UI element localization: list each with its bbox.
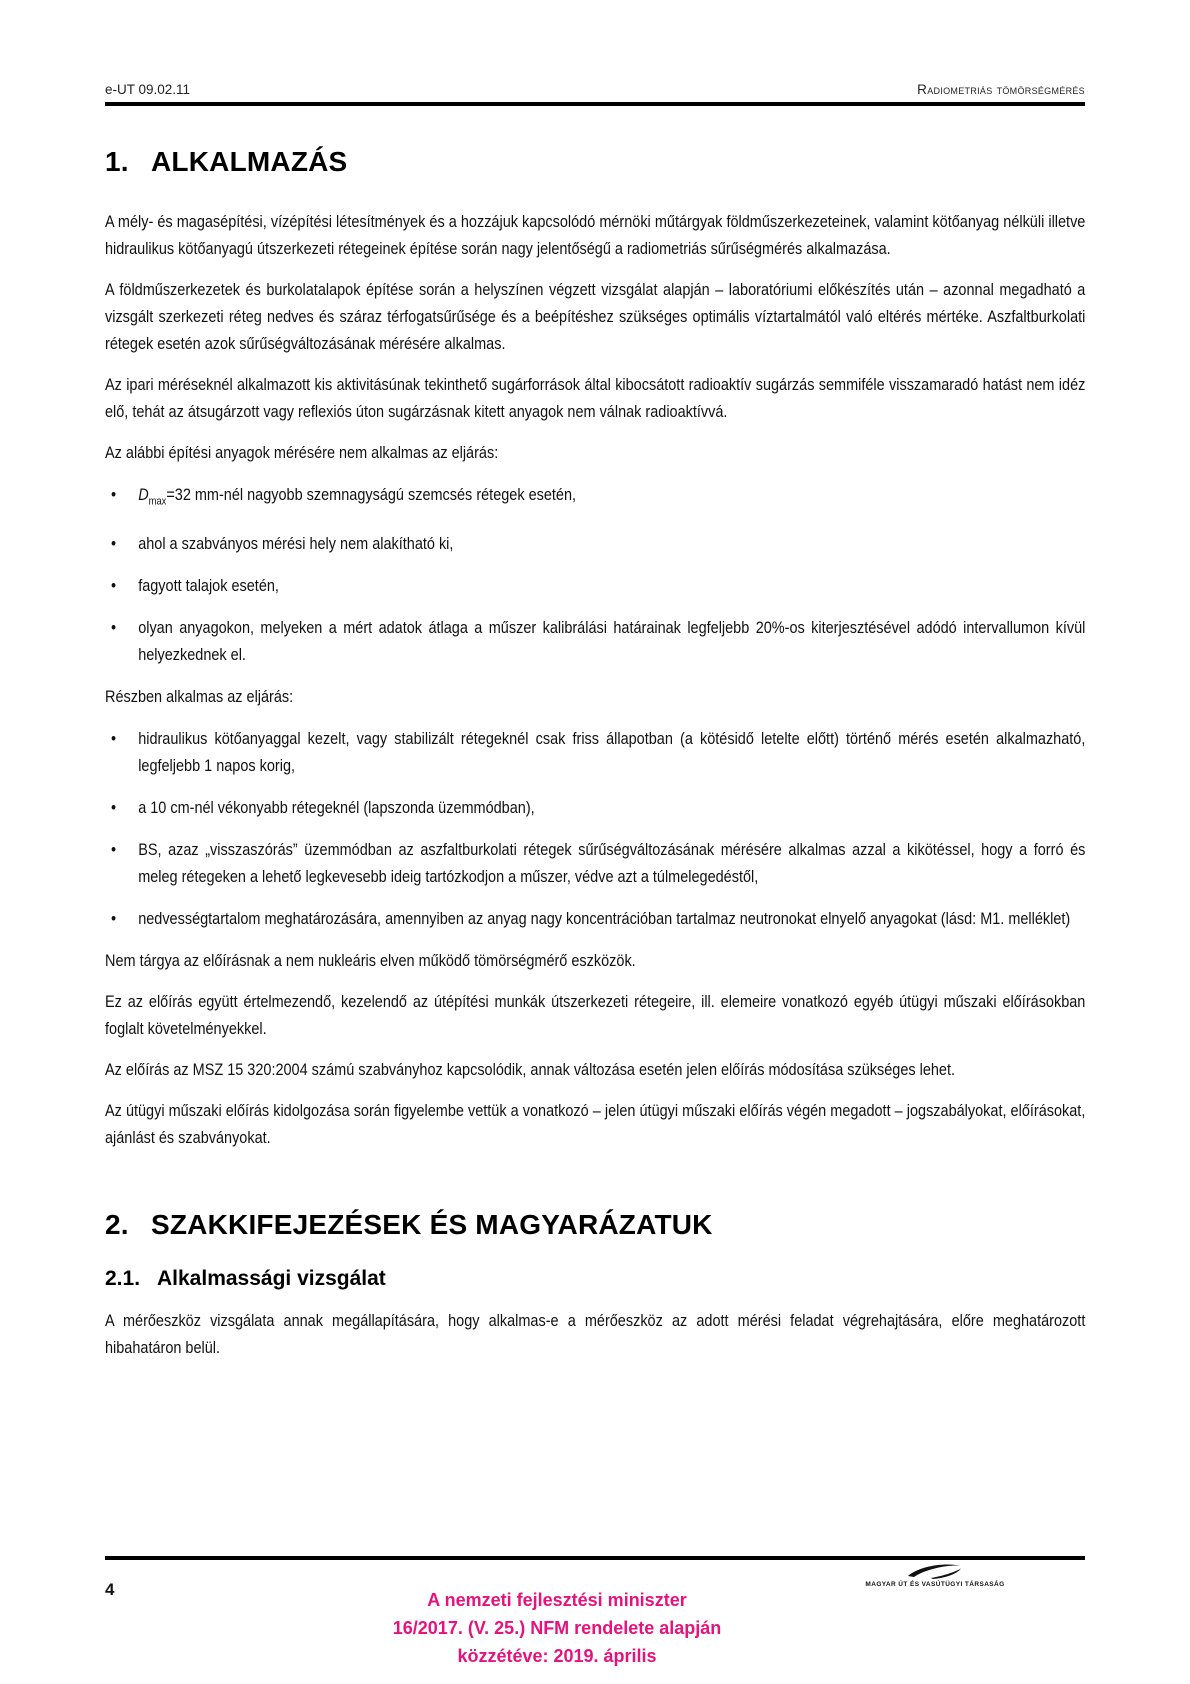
list-item bbox=[105, 905, 1085, 932]
footer-rule bbox=[105, 1556, 1085, 1560]
list-item-text: a 10 cm-nél vékonyabb rétegeknél (lapszonda üzemmódban), bbox=[138, 798, 535, 818]
logo-swoosh-icon bbox=[840, 1562, 1030, 1580]
list-item-text: ahol a szabványos mérési hely nem alakítható ki, bbox=[138, 534, 454, 554]
section-1-heading bbox=[105, 146, 1190, 178]
footer-logo bbox=[840, 1562, 1030, 1588]
logo-text: MAGYAR ÚT ÉS VASÚTÜGYI TÁRSASÁG bbox=[865, 1581, 1005, 1588]
notice-line-3: közzétéve: 2019. április bbox=[457, 1646, 657, 1666]
bullet-icon: • bbox=[110, 618, 117, 638]
list-item bbox=[105, 614, 1085, 668]
paragraph: Az előírás az MSZ 15 320:2004 számú szabványhoz kapcsolódik, annak változása esetén jelen előírás módosítása szükséges lehet. bbox=[105, 1060, 956, 1080]
list-item-text bbox=[138, 485, 577, 508]
not-suitable-list bbox=[105, 481, 1085, 668]
list-item bbox=[105, 836, 1085, 890]
list-item bbox=[105, 530, 1085, 557]
page-header bbox=[105, 82, 1085, 97]
bullet-icon: • bbox=[110, 576, 117, 596]
list-item-text: olyan anyagokon, melyeken a mért adatok átlaga a műszer kalibrálási határainak legfeljebb 20%-os kiterjesztésével adódó intervallumon kívül helyezkednek el. bbox=[138, 618, 1086, 665]
bullet-icon: • bbox=[110, 485, 117, 504]
bullet-icon: • bbox=[110, 840, 117, 860]
list-item bbox=[105, 794, 1085, 821]
list-item bbox=[105, 481, 1085, 515]
paragraph: A földműszerkezetek és burkolatalapok építése során a helyszínen végzett vizsgálat alapján – laboratóriumi előkészítés után – azonnal megadható a vizsgált szerkezeti réteg nedves és száraz térfogatsűrűsége és a beépítéshez szükséges optimális víztartalmától való eltérés mértéke. Aszfaltburkolati rétegek esetén azok sűrűségváltozásának mérésére alkalmas. bbox=[105, 280, 1086, 353]
bullet-icon: • bbox=[110, 798, 117, 818]
header-doc-code: e-UT 09.02.11 bbox=[105, 82, 191, 97]
notice-line-2: 16/2017. (V. 25.) NFM rendelete alapján bbox=[392, 1618, 722, 1638]
list-item bbox=[105, 572, 1085, 599]
paragraph: Nem tárgya az előírásnak a nem nukleáris elven működő tömörségmérő eszközök. bbox=[105, 951, 636, 971]
section-1-title: ALKALMAZÁS bbox=[151, 146, 348, 177]
not-suitable-intro: Az alábbi építési anyagok mérésére nem alkalmas az eljárás: bbox=[105, 443, 499, 462]
paragraph: Az ipari méréseknél alkalmazott kis aktivitásúnak tekinthető sugárforrások által kibocsátott radioaktív sugárzás semmiféle visszamaradó hatást nem idéz elő, tehát az átsugárzott vagy reflexiós úton sugárzásnak kitett anyagok nem válnak radioaktívvá. bbox=[105, 375, 1086, 421]
partially-suitable-list bbox=[105, 725, 1085, 932]
section-2-1-number: 2.1. bbox=[105, 1267, 141, 1291]
page-footer bbox=[105, 1556, 1085, 1666]
list-item-text: fagyott talajok esetén, bbox=[138, 576, 279, 596]
bullet-icon: • bbox=[110, 729, 117, 749]
publication-notice bbox=[393, 1586, 721, 1670]
list-item-text: BS, azaz „visszaszórás” üzemmódban az aszfaltburkolati rétegek sűrűségváltozásának mérésére alkalmas azzal a kikötéssel, hogy a forró és meleg rétegeken a lehető legkevesebb ideig tartózkodjon a műszer, védve azt a túlmelegedéstől, bbox=[138, 840, 1086, 887]
section-2-1-title: Alkalmassági vizsgálat bbox=[157, 1267, 386, 1291]
bullet-icon: • bbox=[110, 909, 117, 929]
header-rule bbox=[105, 102, 1085, 106]
list-item-text: nedvességtartalom meghatározására, amennyiben az anyag nagy koncentrációban tartalmaz neutronokat elnyelő anyagokat (lásd: M1. melléklet) bbox=[138, 909, 1071, 929]
paragraph: Az útügyi műszaki előírás kidolgozása során figyelembe vettük a vonatkozó – jelen útügyi műszaki előírás végén megadott – jogszabályokat, előírásokat, ajánlást és szabványokat. bbox=[105, 1101, 1086, 1148]
header-doc-title: Radiometriás tömörségmérés bbox=[917, 82, 1085, 97]
dmax-subscript: max bbox=[148, 495, 167, 508]
section-2-1-heading bbox=[105, 1267, 1190, 1291]
section-1-number: 1. bbox=[105, 146, 129, 177]
notice-line-1: A nemzeti fejlesztési miniszter bbox=[427, 1590, 687, 1610]
page-content bbox=[105, 0, 1190, 1375]
dmax-variable: D bbox=[138, 485, 149, 504]
list-item-text: hidraulikus kötőanyaggal kezelt, vagy stabilizált rétegeknél csak friss állapotban (a kötésidő letelte előtt) történő mérés esetén alkalmazható, legfeljebb 1 napos korig, bbox=[138, 729, 1086, 776]
paragraph: A mérőeszköz vizsgálata annak megállapítására, hogy alkalmas-e a mérőeszköz az adott mérési feladat végrehajtására, előre meghatározott hibahatáron belül. bbox=[105, 1311, 1086, 1358]
dmax-rest: =32 mm-nél nagyobb szemnagyságú szemcsés rétegek esetén, bbox=[166, 485, 577, 504]
bullet-icon: • bbox=[110, 534, 117, 554]
section-2-heading bbox=[105, 1209, 1190, 1241]
partially-suitable-intro: Részben alkalmas az eljárás: bbox=[105, 687, 294, 707]
section-2-number: 2. bbox=[105, 1209, 129, 1241]
paragraph: Ez az előírás együtt értelmezendő, kezelendő az útépítési munkák útszerkezeti rétegeire, ill. elemeire vonatkozó egyéb útügyi műszaki előírásokban foglalt követelményekkel. bbox=[105, 992, 1086, 1039]
list-item bbox=[105, 725, 1085, 779]
paragraph: A mély- és magasépítési, vízépítési létesítmények és a hozzájuk kapcsolódó mérnöki műtárgyak földműszerkezeteinek, valamint kötőanyag nélküli illetve hidraulikus kötőanyagú útszerkezeti rétegeinek építése során nagy jelentőségű a radiometriás sűrűségmérés alkalmazása. bbox=[105, 212, 1086, 258]
page-number: 4 bbox=[105, 1580, 115, 1599]
section-2-title: SZAKKIFEJEZÉSEK ÉS MAGYARÁZATUK bbox=[151, 1209, 713, 1241]
